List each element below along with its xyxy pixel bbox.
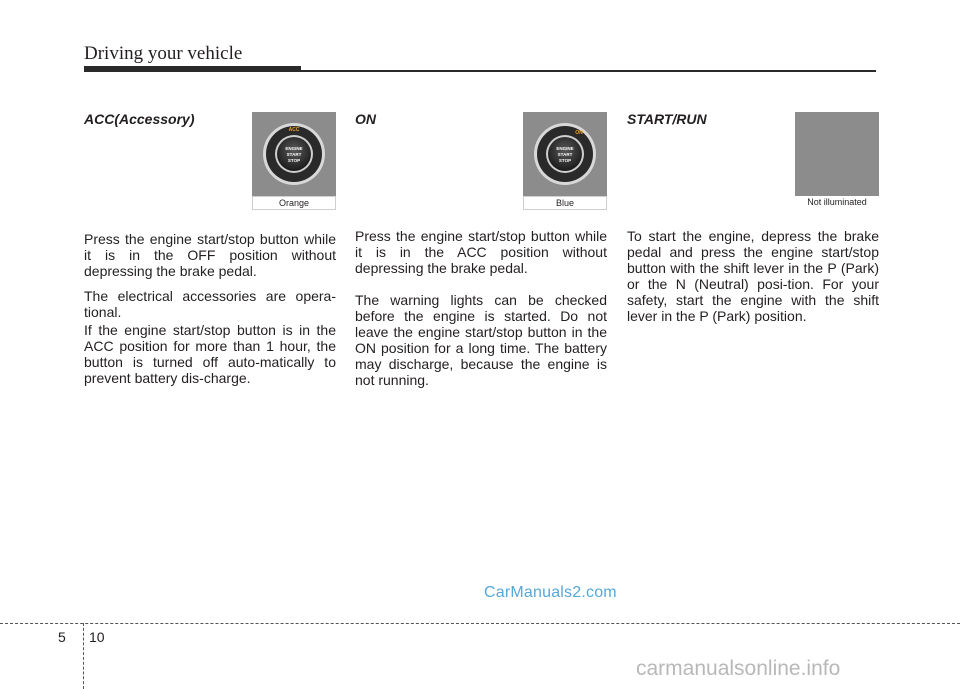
svg-text:STOP: STOP	[287, 158, 301, 163]
section-number: 5	[58, 629, 66, 645]
engine-start-button-icon	[523, 112, 607, 196]
body-text	[355, 228, 607, 397]
svg-text:STOP: STOP	[558, 158, 572, 163]
body-text	[84, 231, 336, 395]
section-heading-start-run: START/RUN	[627, 111, 707, 127]
svg-text:ENGINE: ENGINE	[285, 146, 303, 151]
footer-rule	[0, 623, 960, 624]
svg-text:ENGINE: ENGINE	[556, 146, 574, 151]
paragraph: The electrical accessories are opera-tional.	[84, 288, 336, 320]
ring-label: ACC	[288, 127, 300, 133]
image-caption: Not illuminated	[795, 196, 879, 210]
engine-button-image-on	[523, 112, 607, 210]
paragraph: The warning lights can be checked before the engine is started. Do not leave the engine start/stop button in the ON position for a long time. The battery may discharge, because the engine is not running.	[355, 292, 607, 388]
watermark-carmanualsonline[interactable]: carmanualsonline.info	[636, 657, 841, 680]
image-caption: Blue	[523, 196, 607, 210]
watermark-carmanuals2[interactable]: CarManuals2.com	[484, 584, 617, 601]
paragraph: If the engine start/stop button is in the ACC position for more than 1 hour, the button is turned off auto-matically to prevent battery dis-charge.	[84, 322, 336, 386]
engine-button-image-acc	[252, 112, 336, 210]
section-heading-acc: ACC(Accessory)	[84, 111, 195, 127]
engine-button-image-start	[795, 112, 879, 210]
header-rule-thin	[301, 70, 876, 72]
page-number: 10	[89, 629, 105, 645]
paragraph: To start the engine, depress the brake pedal and press the engine start/stop button with the shift lever in the P (Park) or the N (Neutral) posi-tion. For your safety, start the engine with the shift lever in the P (Park) position.	[627, 228, 879, 324]
header-rule-thick	[84, 66, 301, 72]
ring-label: ON	[575, 130, 583, 136]
engine-start-button-icon	[252, 112, 336, 196]
paragraph: Press the engine start/stop button while it is in the OFF position without depressing the brake pedal.	[84, 231, 336, 279]
svg-text:START: START	[286, 152, 302, 157]
section-heading-on: ON	[355, 111, 376, 127]
svg-text:START: START	[557, 152, 573, 157]
page-header-title: Driving your vehicle	[84, 43, 243, 64]
body-text	[627, 228, 879, 333]
paragraph: Press the engine start/stop button while it is in the ACC position without depressing the brake pedal.	[355, 228, 607, 276]
image-caption: Orange	[252, 196, 336, 210]
footer-divider	[83, 623, 84, 689]
